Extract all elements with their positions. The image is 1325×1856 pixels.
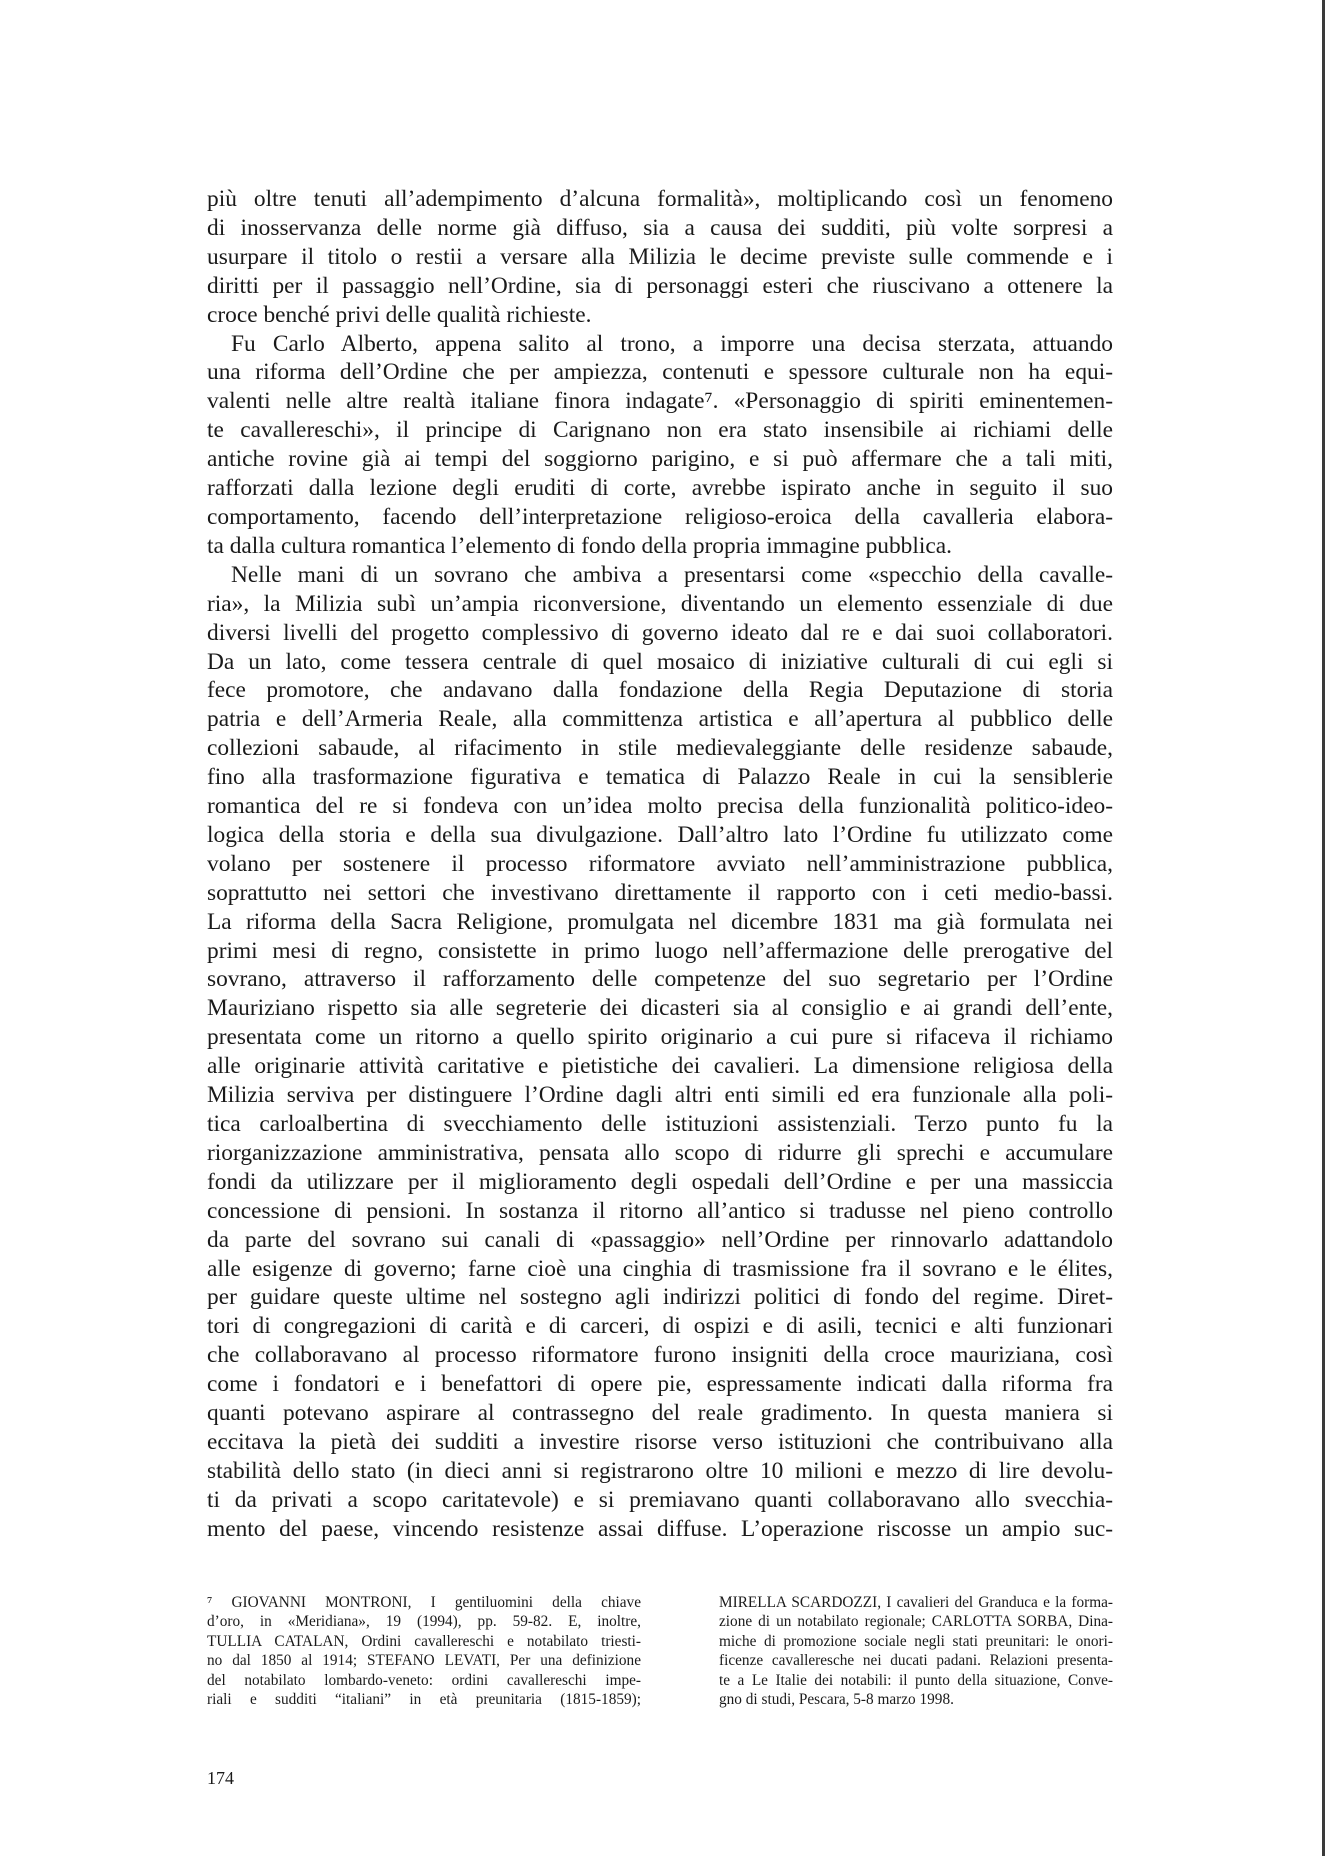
text-line: te cavallereschi», il principe di Carignano non era stato insensibile ai richiami delle xyxy=(207,417,1113,444)
text-line: diritti per il passaggio nell’Ordine, sia di personaggi esteri che riuscivano a ottenere la xyxy=(207,272,1113,299)
text-line: patria e dell’Armeria Reale, alla committenza artistica e all’apertura al pubblico delle xyxy=(207,706,1113,733)
text-line: valenti nelle altre realtà italiane finora indagate⁷. «Personaggio di spiriti eminentemen- xyxy=(207,388,1113,415)
main-text xyxy=(207,185,1113,1544)
paragraph-2 xyxy=(207,330,1113,532)
paragraph-1 xyxy=(207,185,1113,301)
text-line: collezioni sabaude, al rifacimento in stile medievaleggiante delle residenze sabaude, xyxy=(207,735,1113,762)
text-line: tori di congregazioni di carità e di carceri, di ospizi e di asili, tecnici e alti funzionari xyxy=(207,1313,1113,1340)
text-line: più oltre tenuti all’adempimento d’alcuna formalità», moltiplicando così un fenomeno xyxy=(207,186,1113,212)
paragraph-2-end xyxy=(207,532,1113,561)
text-line: Da un lato, come tessera centrale di quel mosaico di iniziative culturali di cui egli si xyxy=(207,648,1113,675)
text-line: da parte del sovrano sui canali di «passaggio» nell’Ordine per rinnovarlo adattandolo xyxy=(207,1226,1113,1253)
footnote-column-right xyxy=(719,1593,1113,1709)
text-line: riorganizzazione amministrativa, pensata allo scopo di ridurre gli sprechi e accumulare xyxy=(207,1139,1113,1166)
text-line: ta dalla cultura romantica l’elemento di fondo della propria immagine pubblica. xyxy=(207,532,952,559)
paragraph-3 xyxy=(207,561,1113,1544)
text-line: che collaboravano al processo riformatore furono insigniti della croce mauriziana, così xyxy=(207,1342,1113,1369)
footnote-column-left xyxy=(207,1593,641,1709)
text-line: croce benché privi delle qualità richieste. xyxy=(207,301,592,328)
text-line: Fu Carlo Alberto, appena salito al trono, a imporre una decisa sterzata, attuando xyxy=(231,330,1113,357)
text-line: soprattutto nei settori che investivano direttamente il rapporto con i ceti medio-bassi. xyxy=(207,879,1113,906)
text-line: mento del paese, vincendo resistenze assai diffuse. L’operazione riscosse un ampio suc- xyxy=(207,1515,1113,1542)
footnote-7-end xyxy=(719,1690,1113,1709)
text-line: fino alla trasformazione figurativa e tematica di Palazzo Reale in cui la sensiblerie xyxy=(207,764,1113,791)
text-line: usurpare il titolo o restii a versare alla Milizia le decime previste sulle commende e i xyxy=(207,243,1113,270)
text-line: rafforzati dalla lezione degli eruditi di corte, avrebbe ispirato anche in seguito il suo xyxy=(207,475,1113,502)
text-line: primi mesi di regno, consistette in primo luogo nell’affermazione delle prerogative del xyxy=(207,937,1113,964)
footnote-line: del notabilato lombardo-veneto: ordini cavallereschi impe- xyxy=(207,1671,641,1689)
text-line: diversi livelli del progetto complessivo di governo ideato dal re e dai suoi collaboratori. xyxy=(207,619,1113,646)
footnote-line: riali e sudditi “italiani” in età preunitaria (1815-1859); xyxy=(207,1691,641,1709)
footnote-line: ficenze cavalleresche nei ducati padani. Relazioni presenta- xyxy=(719,1652,1113,1670)
text-line: sovrano, attraverso il rafforzamento delle competenze del suo segretario per l’Ordine xyxy=(207,966,1113,993)
text-line: per guidare queste ultime nel sostegno agli indirizzi politici di fondo del regime. Diret- xyxy=(207,1284,1113,1311)
footnote-line: d’oro, in «Meridiana», 19 (1994), pp. 59-82. E, inoltre, xyxy=(207,1613,641,1631)
text-line: Nelle mani di un sovrano che ambiva a presentarsi come «specchio della cavalle- xyxy=(231,561,1113,588)
footnote-line: zione di un notabilato regionale; CARLOTTA SORBA, Dina- xyxy=(719,1613,1113,1631)
footnote-line: gno di studi, Pescara, 5-8 marzo 1998. xyxy=(719,1691,954,1709)
text-line: comportamento, facendo dell’interpretazione religioso-eroica della cavalleria elabora- xyxy=(207,503,1113,530)
footnote-line: TULLIA CATALAN, Ordini cavallereschi e notabilato triesti- xyxy=(207,1632,641,1650)
footnote-line: te a Le Italie dei notabili: il punto della situazione, Conve- xyxy=(719,1671,1113,1689)
text-line: quanti potevano aspirare al contrassegno del reale gradimento. In questa maniera si xyxy=(207,1400,1113,1427)
page-number: 174 xyxy=(207,1768,234,1788)
text-line: stabilità dello stato (in dieci anni si registrarono oltre 10 milioni e mezzo di lire devolu- xyxy=(207,1457,1113,1484)
footnote-7-continued xyxy=(719,1593,1113,1690)
text-line: La riforma della Sacra Religione, promulgata nel dicembre 1831 ma già formulata nei xyxy=(207,908,1113,935)
paragraph-1-end xyxy=(207,301,1113,330)
text-line: fece promotore, che andavano dalla fondazione della Regia Deputazione di storia xyxy=(207,677,1113,704)
text-line: presentata come un ritorno a quello spirito originario a cui pure si rifaceva il richiamo xyxy=(207,1024,1113,1051)
text-line: come i fondatori e i benefattori di opere pie, espressamente indicati dalla riforma fra xyxy=(207,1371,1113,1398)
text-line: Mauriziano rispetto sia alle segreterie dei dicasteri sia al consiglio e ai grandi dell’ente, xyxy=(207,995,1113,1022)
footnote-line: miche di promozione sociale negli stati preunitari: le onori- xyxy=(719,1632,1113,1650)
text-line: tica carloalbertina di svecchiamento delle istituzioni assistenziali. Terzo punto fu la xyxy=(207,1111,1113,1137)
text-line: antiche rovine già ai tempi del soggiorno parigino, e si può affermare che a tali miti, xyxy=(207,446,1113,473)
text-line: alle esigenze di governo; farne cioè una cinghia di trasmissione fra il sovrano e le élites, xyxy=(207,1255,1113,1282)
footnote-line: ⁷ GIOVANNI MONTRONI, I gentiluomini della chiave xyxy=(207,1594,641,1611)
text-line: eccitava la pietà dei sudditi a investire risorse verso istituzioni che contribuivano alla xyxy=(207,1428,1113,1455)
text-line: una riforma dell’Ordine che per ampiezza, contenuti e spessore culturale non ha equi- xyxy=(207,359,1113,386)
text-line: logica della storia e della sua divulgazione. Dall’altro lato l’Ordine fu utilizzato come xyxy=(207,821,1113,848)
footnote-line: MIRELLA SCARDOZZI, I cavalieri del Granduca e la forma- xyxy=(719,1594,1113,1611)
text-line: ria», la Milizia subì un’ampia riconversione, diventando un elemento essenziale di due xyxy=(207,590,1113,617)
text-line: di inosservanza delle norme già diffuso, sia a causa dei sudditi, più volte sorpresi a xyxy=(207,214,1113,241)
text-line: Milizia serviva per distinguere l’Ordine dagli altri enti simili ed era funzionale alla poli- xyxy=(207,1082,1113,1109)
text-line: volano per sostenere il processo riformatore avviato nell’amministrazione pubblica, xyxy=(207,850,1113,877)
footnote-line: no dal 1850 al 1914; STEFANO LEVATI, Per una definizione xyxy=(207,1652,641,1670)
text-line: romantica del re si fondeva con un’idea molto precisa della funzionalità politico-ideo- xyxy=(207,793,1113,820)
text-line: fondi da utilizzare per il miglioramento degli ospedali dell’Ordine e per una massiccia xyxy=(207,1168,1113,1195)
footnote-7 xyxy=(207,1593,641,1709)
text-line: alle originarie attività caritative e pietistiche dei cavalieri. La dimensione religiosa della xyxy=(207,1053,1113,1080)
text-line: concessione di pensioni. In sostanza il ritorno all’antico si tradusse nel pieno controllo xyxy=(207,1197,1113,1224)
text-line: ti da privati a scopo caritatevole) e si premiavano quanti collaboravano allo svecchia- xyxy=(207,1486,1113,1513)
